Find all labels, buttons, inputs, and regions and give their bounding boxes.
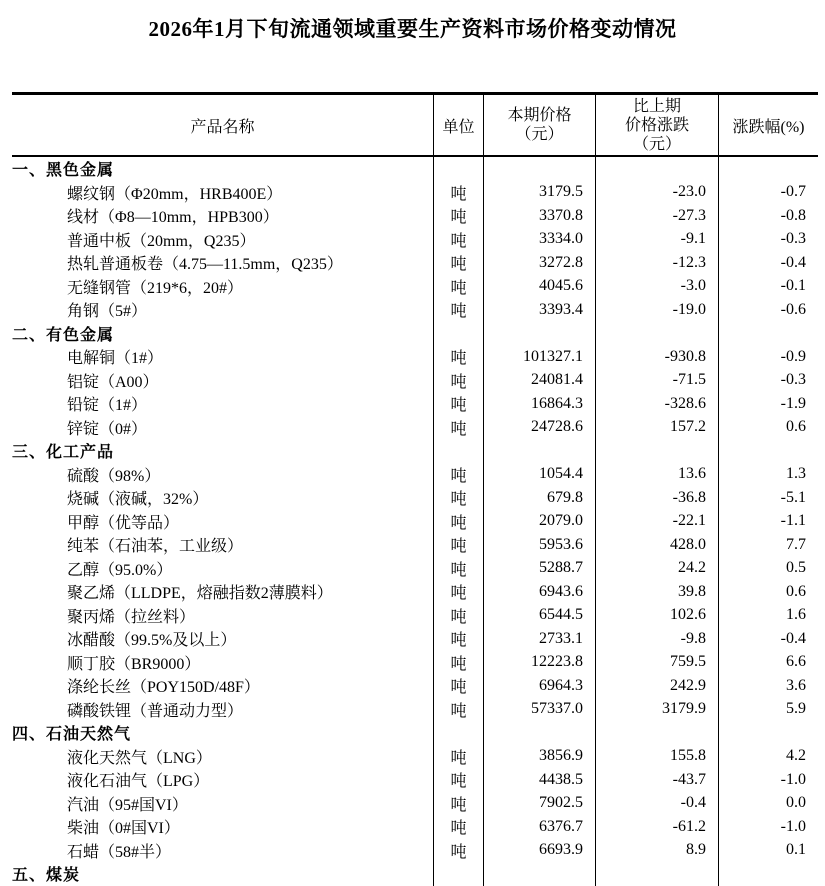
- change-cell: -0.4: [595, 792, 718, 816]
- section-label: 一、黑色金属: [12, 162, 115, 180]
- unit-cell: 吨: [433, 768, 483, 792]
- item-row: [12, 627, 818, 651]
- unit-cell: [433, 862, 483, 886]
- pct-cell: 0.0: [718, 792, 818, 816]
- price-cell: [483, 439, 595, 463]
- section-row: [12, 439, 818, 463]
- section-label: 四、石油天然气: [12, 726, 132, 744]
- product-name-cell: 烧碱（液碱，32%）: [67, 491, 209, 509]
- change-cell: -12.3: [595, 251, 718, 275]
- product-name-cell: 乙醇（95.0%）: [67, 561, 173, 579]
- item-row: [12, 698, 818, 722]
- change-cell: -61.2: [595, 815, 718, 839]
- change-cell: -23.0: [595, 181, 718, 205]
- product-name-cell: 硫酸（98%）: [67, 467, 161, 485]
- item-row: [12, 298, 818, 322]
- product-name-cell: 角钢（5#）: [67, 303, 148, 321]
- pct-cell: [718, 862, 818, 886]
- section-label: 三、化工产品: [12, 444, 115, 462]
- price-cell: 101327.1: [483, 345, 595, 369]
- product-name-cell: 磷酸铁锂（普通动力型）: [67, 702, 244, 720]
- product-name-cell: 铝锭（A00）: [67, 373, 159, 391]
- change-cell: [595, 157, 718, 181]
- product-name-cell: 普通中板（20mm，Q235）: [67, 232, 256, 250]
- header-price-change-line3: （元）: [632, 135, 681, 153]
- pct-cell: 5.9: [718, 698, 818, 722]
- change-cell: 13.6: [595, 463, 718, 487]
- change-cell: 759.5: [595, 651, 718, 675]
- item-row: [12, 251, 818, 275]
- item-row: [12, 745, 818, 769]
- pct-cell: 0.6: [718, 580, 818, 604]
- unit-cell: 吨: [433, 627, 483, 651]
- unit-cell: 吨: [433, 369, 483, 393]
- price-cell: 3393.4: [483, 298, 595, 322]
- item-row: [12, 510, 818, 534]
- price-cell: 5288.7: [483, 557, 595, 581]
- unit-cell: 吨: [433, 604, 483, 628]
- item-row: [12, 345, 818, 369]
- unit-cell: 吨: [433, 510, 483, 534]
- change-cell: 39.8: [595, 580, 718, 604]
- item-row: [12, 416, 818, 440]
- price-cell: 24081.4: [483, 369, 595, 393]
- pct-cell: -1.9: [718, 392, 818, 416]
- unit-cell: [433, 322, 483, 346]
- change-cell: -27.3: [595, 204, 718, 228]
- price-cell: 7902.5: [483, 792, 595, 816]
- pct-cell: 1.6: [718, 604, 818, 628]
- price-cell: 3370.8: [483, 204, 595, 228]
- change-cell: [595, 439, 718, 463]
- unit-cell: 吨: [433, 651, 483, 675]
- item-row: [12, 204, 818, 228]
- pct-cell: 4.2: [718, 745, 818, 769]
- change-cell: [595, 322, 718, 346]
- price-cell: 16864.3: [483, 392, 595, 416]
- change-cell: 24.2: [595, 557, 718, 581]
- change-cell: [595, 862, 718, 886]
- price-cell: 679.8: [483, 486, 595, 510]
- unit-cell: 吨: [433, 839, 483, 863]
- section-row: [12, 157, 818, 181]
- product-name-cell: 甲醇（优等品）: [67, 514, 180, 532]
- product-name-cell: 聚丙烯（拉丝料）: [67, 608, 196, 626]
- pct-cell: -0.9: [718, 345, 818, 369]
- product-name-cell: 液化天然气（LNG）: [67, 749, 212, 767]
- product-name-cell: 铅锭（1#）: [67, 397, 148, 415]
- price-cell: 6964.3: [483, 674, 595, 698]
- header-product-name: 产品名称: [190, 118, 255, 136]
- unit-cell: 吨: [433, 815, 483, 839]
- header-change-percent: 涨跌幅(%): [718, 95, 818, 155]
- table-header: [12, 95, 818, 157]
- price-cell: 5953.6: [483, 533, 595, 557]
- section-label: 五、煤炭: [12, 867, 81, 885]
- product-name-cell: 热轧普通板卷（4.75—11.5mm，Q235）: [67, 256, 343, 274]
- item-row: [12, 839, 818, 863]
- change-cell: -71.5: [595, 369, 718, 393]
- item-row: [12, 463, 818, 487]
- unit-cell: 吨: [433, 204, 483, 228]
- table-body: [12, 157, 818, 886]
- item-row: [12, 580, 818, 604]
- product-name-cell: 螺纹钢（Φ20mm，HRB400E）: [67, 185, 283, 203]
- pct-cell: [718, 322, 818, 346]
- item-row: [12, 533, 818, 557]
- product-name-cell: 聚乙烯（LLDPE，熔融指数2薄膜料）: [67, 585, 333, 603]
- unit-cell: 吨: [433, 228, 483, 252]
- price-cell: 3179.5: [483, 181, 595, 205]
- section-row: [12, 322, 818, 346]
- product-name-cell: 锌锭（0#）: [67, 420, 148, 438]
- unit-cell: 吨: [433, 580, 483, 604]
- pct-cell: -0.6: [718, 298, 818, 322]
- product-name-cell: 冰醋酸（99.5%及以上）: [67, 632, 237, 650]
- price-cell: 2733.1: [483, 627, 595, 651]
- header-current-price-line2: （元）: [515, 126, 564, 143]
- pct-cell: 3.6: [718, 674, 818, 698]
- change-cell: 155.8: [595, 745, 718, 769]
- header-current-price-line1: 本期价格: [507, 107, 572, 124]
- header-price-change: [595, 95, 718, 155]
- unit-cell: 吨: [433, 557, 483, 581]
- pct-cell: 0.1: [718, 839, 818, 863]
- product-name-cell: 顺丁胶（BR9000）: [67, 655, 201, 673]
- item-row: [12, 369, 818, 393]
- item-row: [12, 815, 818, 839]
- change-cell: 157.2: [595, 416, 718, 440]
- change-cell: 428.0: [595, 533, 718, 557]
- header-price-change-line2: 价格涨跌: [624, 116, 689, 134]
- pct-cell: -1.1: [718, 510, 818, 534]
- product-name-cell: 石蜡（58#半）: [67, 843, 172, 861]
- unit-cell: 吨: [433, 533, 483, 557]
- price-cell: [483, 721, 595, 745]
- change-cell: -930.8: [595, 345, 718, 369]
- pct-cell: 0.5: [718, 557, 818, 581]
- pct-cell: -0.4: [718, 251, 818, 275]
- price-cell: [483, 322, 595, 346]
- price-cell: 12223.8: [483, 651, 595, 675]
- pct-cell: -5.1: [718, 486, 818, 510]
- unit-cell: 吨: [433, 251, 483, 275]
- product-name-cell: 涤纶长丝（POY150D/48F）: [67, 679, 260, 697]
- pct-cell: -1.0: [718, 815, 818, 839]
- product-name-cell: 液化石油气（LPG）: [67, 773, 210, 791]
- pct-cell: -0.3: [718, 228, 818, 252]
- pct-cell: 7.7: [718, 533, 818, 557]
- pct-cell: 1.3: [718, 463, 818, 487]
- product-name-cell: 汽油（95#国VI）: [67, 796, 188, 814]
- unit-cell: [433, 157, 483, 181]
- pct-cell: -0.7: [718, 181, 818, 205]
- change-cell: -19.0: [595, 298, 718, 322]
- section-row: [12, 721, 818, 745]
- pct-cell: -0.3: [718, 369, 818, 393]
- unit-cell: 吨: [433, 792, 483, 816]
- change-cell: [595, 721, 718, 745]
- change-cell: -22.1: [595, 510, 718, 534]
- price-cell: 3334.0: [483, 228, 595, 252]
- change-cell: 242.9: [595, 674, 718, 698]
- pct-cell: -0.4: [718, 627, 818, 651]
- price-cell: 6544.5: [483, 604, 595, 628]
- price-cell: 2079.0: [483, 510, 595, 534]
- section-label: 二、有色金属: [12, 326, 115, 344]
- price-cell: 6693.9: [483, 839, 595, 863]
- item-row: [12, 392, 818, 416]
- unit-cell: 吨: [433, 674, 483, 698]
- change-cell: 3179.9: [595, 698, 718, 722]
- change-cell: -9.8: [595, 627, 718, 651]
- item-row: [12, 275, 818, 299]
- section-row: [12, 862, 818, 886]
- unit-cell: 吨: [433, 698, 483, 722]
- price-cell: 3856.9: [483, 745, 595, 769]
- pct-cell: 0.6: [718, 416, 818, 440]
- item-row: [12, 768, 818, 792]
- change-cell: -328.6: [595, 392, 718, 416]
- product-name-cell: 线材（Φ8—10mm，HPB300）: [67, 209, 279, 227]
- pct-cell: [718, 157, 818, 181]
- item-row: [12, 792, 818, 816]
- unit-cell: 吨: [433, 298, 483, 322]
- item-row: [12, 228, 818, 252]
- price-table: [12, 92, 818, 886]
- change-cell: 8.9: [595, 839, 718, 863]
- page-title: 2026年1月下旬流通领域重要生产资料市场价格变动情况: [148, 17, 677, 41]
- unit-cell: 吨: [433, 745, 483, 769]
- price-cell: 6376.7: [483, 815, 595, 839]
- unit-cell: 吨: [433, 463, 483, 487]
- pct-cell: [718, 721, 818, 745]
- unit-cell: [433, 721, 483, 745]
- price-cell: [483, 157, 595, 181]
- pct-cell: [718, 439, 818, 463]
- item-row: [12, 181, 818, 205]
- price-cell: 4045.6: [483, 275, 595, 299]
- change-cell: -43.7: [595, 768, 718, 792]
- item-row: [12, 674, 818, 698]
- price-cell: 24728.6: [483, 416, 595, 440]
- price-cell: [483, 862, 595, 886]
- product-name-cell: 无缝钢管（219*6，20#）: [67, 279, 244, 297]
- unit-cell: 吨: [433, 416, 483, 440]
- pct-cell: -1.0: [718, 768, 818, 792]
- header-price-change-line1: 比上期: [632, 97, 681, 115]
- product-name-cell: 纯苯（石油苯，工业级）: [67, 538, 244, 556]
- pct-cell: -0.1: [718, 275, 818, 299]
- product-name-cell: 电解铜（1#）: [67, 350, 164, 368]
- item-row: [12, 604, 818, 628]
- item-row: [12, 557, 818, 581]
- change-cell: -3.0: [595, 275, 718, 299]
- unit-cell: 吨: [433, 345, 483, 369]
- price-cell: 3272.8: [483, 251, 595, 275]
- unit-cell: 吨: [433, 181, 483, 205]
- unit-cell: [433, 439, 483, 463]
- price-cell: 6943.6: [483, 580, 595, 604]
- change-cell: -9.1: [595, 228, 718, 252]
- pct-cell: 6.6: [718, 651, 818, 675]
- price-cell: 4438.5: [483, 768, 595, 792]
- price-cell: 1054.4: [483, 463, 595, 487]
- change-cell: 102.6: [595, 604, 718, 628]
- unit-cell: 吨: [433, 486, 483, 510]
- product-name-cell: 柴油（0#国VI）: [67, 820, 180, 838]
- change-cell: -36.8: [595, 486, 718, 510]
- item-row: [12, 486, 818, 510]
- header-current-price: [483, 95, 595, 155]
- unit-cell: 吨: [433, 275, 483, 299]
- header-unit: 单位: [433, 95, 483, 155]
- price-cell: 57337.0: [483, 698, 595, 722]
- pct-cell: -0.8: [718, 204, 818, 228]
- unit-cell: 吨: [433, 392, 483, 416]
- item-row: [12, 651, 818, 675]
